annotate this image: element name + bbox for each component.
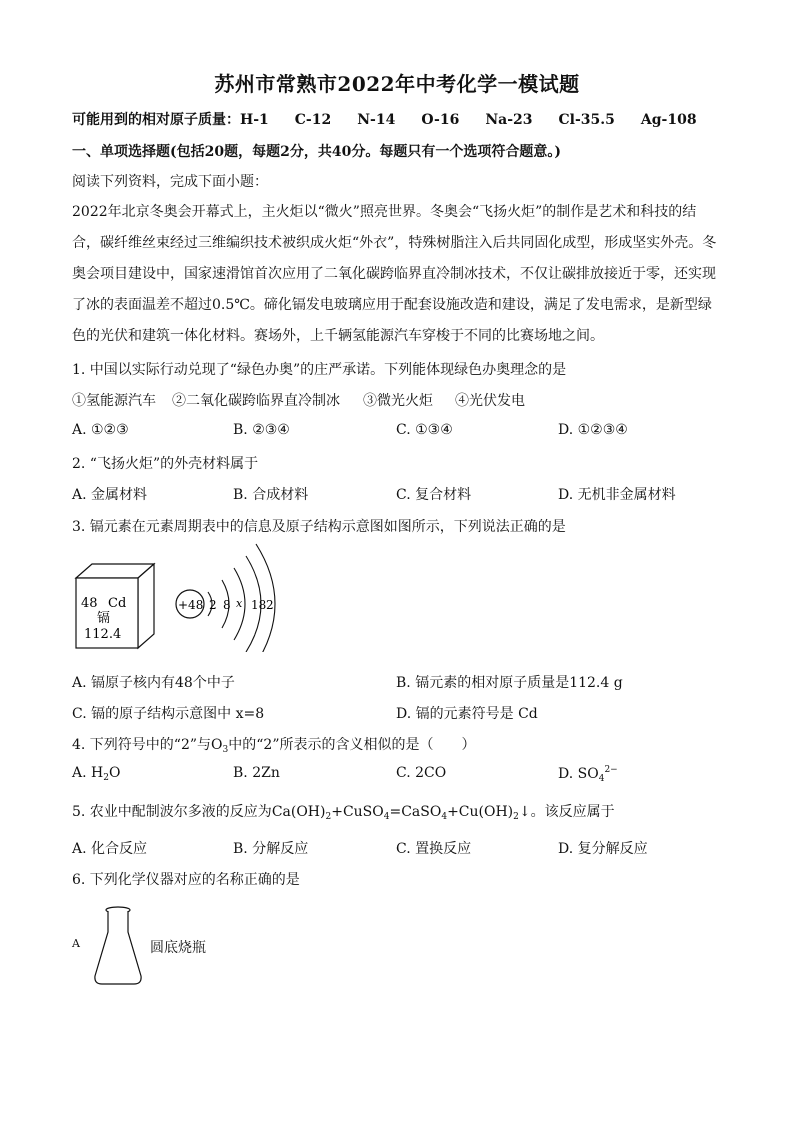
q3-option-a[interactable]: A. 镉原子核内有48个中子 — [72, 675, 235, 691]
atomic-mass-line — [72, 109, 723, 129]
q4-option-c[interactable] — [396, 765, 446, 781]
q6-stem: 6. 下列化学仪器对应的名称正确的是 — [72, 872, 300, 888]
cadmium-diagram — [70, 540, 290, 652]
mass-item: Cl-35.5 — [558, 112, 615, 128]
q1-item: ④光伏发电 — [455, 393, 525, 409]
q5-option-a[interactable]: A. 化合反应 — [72, 841, 148, 857]
shell-electrons: 8 — [223, 598, 231, 612]
eq-part: Ca(OH) — [271, 804, 326, 820]
atomic-mass-label: 可能用到的相对原子质量： — [72, 112, 240, 128]
q1-stem: 1. 中国以实际行动兑现了“绿色办奥”的庄严承诺。下列能体现绿色办奥理念的是 — [72, 362, 567, 378]
q3-option-c[interactable]: C. 镉的原子结构示意图中 x=8 — [72, 706, 265, 722]
nucleus-charge: +48 — [178, 598, 204, 612]
q3-option-d[interactable]: D. 镉的元素符号是 Cd — [396, 706, 538, 722]
q5-equation — [272, 804, 531, 820]
element-number: 48 — [81, 596, 98, 611]
eq-sub: 4 — [383, 812, 390, 822]
option-subscript: 4 — [598, 774, 605, 784]
q4-option-b[interactable] — [233, 765, 280, 781]
reading-text: 2022年北京冬奥会开幕式上，主火炬以“微火”照亮世界。冬奥会“飞扬火炬”的制作是艺术和科技的结合，碳纤维丝束经过三维编织技术被织成火炬“外衣”，特殊树脂注入后共同固化成型，形成坚实外壳。冬奥会项目建设中，国家速滑馆首次应用了二氧化碳跨临界直冷制冰技术，不仅让碳排放接近于零，还实现了冰的表面温差不超过0.5℃。碲化镉发电玻璃应用于配套设施改造和建设，满足了发电需求，是新型绿色的光伏和建筑一体化材料。赛场外，上千辆氢能源汽车穿梭于不同的比赛场地之间。 — [72, 204, 717, 344]
eq-part: ↓ — [518, 804, 531, 820]
q1-item: ③微光火炬 — [363, 393, 433, 409]
mass-item: Na-23 — [485, 112, 533, 128]
q1-option-c[interactable]: C. ①③④ — [396, 422, 453, 438]
element-name: 镉 — [97, 611, 111, 626]
option-text: D. SO — [558, 766, 599, 782]
q5-option-b[interactable]: B. 分解反应 — [233, 841, 309, 857]
q1-option-a[interactable]: A. ①②③ — [72, 422, 129, 438]
q3-stem: 3. 镉元素在元素周期表中的信息及原子结构示意图如图所示，下列说法正确的是 — [72, 519, 566, 535]
shell-electrons: 2 — [209, 598, 217, 612]
q5-stem-text: 5. 农业中配制波尔多液的反应为 — [72, 804, 272, 820]
q4-stem-subscript: 3 — [222, 745, 229, 755]
q2-option-d[interactable]: D. 无机非金属材料 — [558, 487, 676, 503]
shell-electrons: 18 — [251, 598, 267, 612]
mass-item: H-1 — [240, 112, 269, 128]
q6-option-a-name: 圆底烧瓶 — [150, 940, 206, 956]
eq-sub: 2 — [325, 812, 332, 822]
page-title: 苏州市常熟市2022年中考化学一模试题 — [214, 72, 580, 96]
element-cell — [76, 564, 154, 648]
q6-option-a-letter[interactable]: A — [72, 937, 80, 950]
mass-item: N-14 — [357, 112, 396, 128]
option-text: B. 2Zn — [233, 765, 280, 781]
q4-stem-text: 4. 下列符号中的“2”与O — [72, 737, 223, 753]
q5-option-d[interactable]: D. 复分解反应 — [558, 841, 648, 857]
q4-option-d[interactable] — [558, 765, 618, 784]
mass-item: O-16 — [421, 112, 460, 128]
q5-stem-text: 。该反应属于 — [530, 804, 615, 820]
q4-stem — [72, 734, 475, 755]
q2-option-c[interactable]: C. 复合材料 — [396, 487, 472, 503]
q5-option-c[interactable]: C. 置换反应 — [396, 841, 472, 857]
q2-option-b[interactable]: B. 合成材料 — [233, 487, 309, 503]
reading-intro: 阅读下列资料，完成下面小题： — [72, 174, 268, 190]
q1-option-d[interactable]: D. ①②③④ — [558, 422, 628, 438]
element-mass: 112.4 — [84, 627, 122, 642]
element-symbol: Cd — [108, 596, 127, 611]
q4-stem-text: 中的“2”所表示的含义相似的是（ ） — [228, 737, 476, 753]
q5-stem — [72, 801, 615, 822]
reading-passage — [72, 197, 724, 352]
eq-part: +CuSO — [331, 804, 384, 820]
eq-sub: 4 — [441, 812, 448, 822]
q4-option-a[interactable] — [72, 765, 120, 783]
erlenmeyer-flask-icon — [92, 902, 144, 988]
q1-item: ②二氧化碳跨临界直冷制冰 — [172, 393, 340, 409]
shell-electrons: 2 — [266, 598, 274, 612]
q1-option-b[interactable]: B. ②③④ — [233, 422, 290, 438]
q2-stem: 2. “飞扬火炬”的外壳材料属于 — [72, 456, 259, 472]
q3-option-b[interactable]: B. 镉元素的相对原子质量是112.4 g — [396, 675, 623, 691]
eq-part: +Cu(OH) — [447, 804, 514, 820]
option-text: A. H — [72, 765, 104, 781]
q1-item: ①氢能源汽车 — [72, 393, 156, 409]
atomic-structure — [176, 544, 275, 652]
mass-item: Ag-108 — [640, 112, 697, 128]
shell-electrons: x — [236, 597, 243, 610]
mass-item: C-12 — [294, 112, 332, 128]
option-superscript: 2− — [604, 765, 618, 775]
eq-sub: 2 — [513, 812, 519, 822]
eq-part: =CaSO — [389, 804, 442, 820]
atomic-mass-items — [240, 112, 723, 128]
q2-option-a[interactable]: A. 金属材料 — [72, 487, 148, 503]
option-text: C. 2CO — [396, 765, 447, 781]
section-heading: 一、单项选择题(包括20题，每题2分，共40分。每题只有一个选项符合题意。) — [72, 144, 561, 160]
option-subscript: 2 — [103, 773, 109, 783]
option-text: O — [108, 765, 121, 781]
